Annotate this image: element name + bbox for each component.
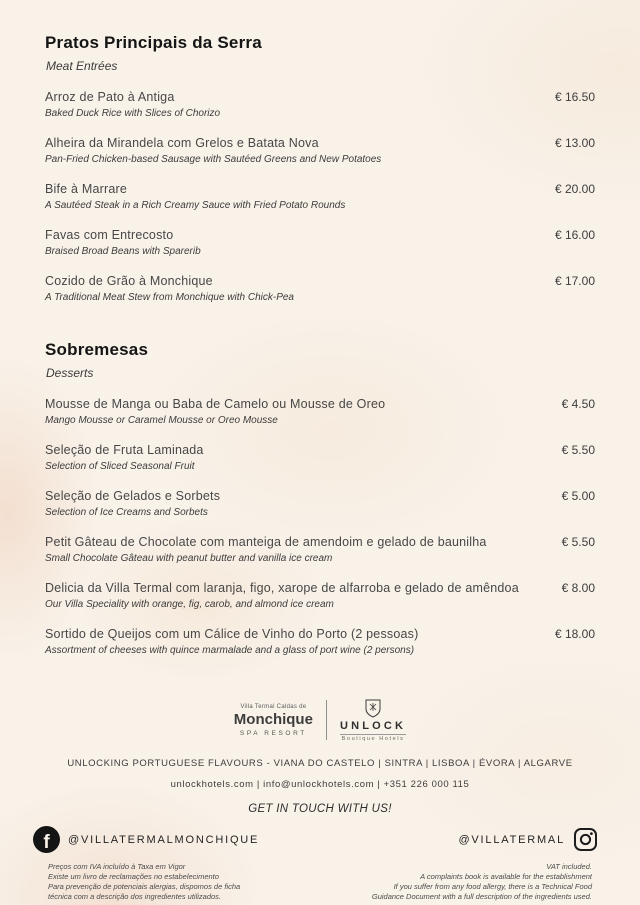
item-price: € 4.50	[561, 397, 595, 411]
section-subtitle: Meat Entrées	[46, 59, 118, 73]
item-name: Seleção de Gelados e Sorbets	[45, 489, 221, 503]
item-name: Petit Gâteau de Chocolate com manteiga de amendoim e gelado de baunilha	[45, 535, 487, 549]
brand-logos	[0, 698, 640, 742]
section-title: Sobremesas	[45, 340, 149, 359]
menu-item	[45, 228, 595, 257]
item-price: € 5.00	[561, 489, 595, 503]
item-description: Braised Broad Beans with Sparerib	[45, 246, 201, 257]
monchique-logo-name: Monchique	[233, 710, 313, 728]
menu-item	[45, 627, 595, 656]
item-price: € 17.00	[554, 274, 595, 288]
fine-print-line: A complaints book is available for the establishment	[420, 872, 592, 881]
item-name: Arroz de Pato à Antiga	[45, 90, 175, 104]
menu-item	[45, 274, 595, 303]
menu-item	[45, 182, 595, 211]
monchique-logo-tagline: SPA RESORT	[239, 729, 307, 737]
shield-crest-icon	[364, 698, 382, 718]
facebook-link[interactable]	[33, 826, 259, 853]
item-description: Baked Duck Rice with Slices of Chorizo	[45, 108, 221, 119]
locations-line: UNLOCKING PORTUGUESE FLAVOURS - VIANA DO CASTELO | SINTRA | LISBOA | ÉVORA | ALGARVE	[67, 758, 573, 769]
fine-print-line: Guidance Document with a full description of the ingredients used.	[371, 892, 592, 901]
item-price: € 5.50	[561, 535, 595, 549]
item-description: Pan-Fried Chicken-based Sausage with Sautéed Greens and New Potatoes	[45, 154, 382, 165]
item-price: € 5.50	[561, 443, 595, 457]
item-name: Seleção de Fruta Laminada	[45, 443, 204, 457]
menu-item	[45, 489, 595, 518]
item-price: € 13.00	[554, 136, 595, 150]
menu-item	[45, 535, 595, 564]
monchique-logo-topline: Villa Termal Caldas de	[240, 703, 307, 710]
fine-print-line: técnica com a descrição dos ingredientes utilizados.	[48, 892, 222, 901]
monchique-logo	[234, 704, 313, 737]
instagram-icon[interactable]	[573, 827, 598, 852]
item-name: Bife à Marrare	[45, 182, 127, 196]
item-name: Cozido de Grão à Monchique	[45, 274, 213, 288]
unlock-logo	[340, 698, 406, 742]
unlock-logo-name: UNLOCK	[339, 720, 407, 732]
fine-print-line: Existe um livro de reclamações no estabelecimento	[48, 872, 219, 881]
fine-print-portuguese	[48, 862, 240, 902]
unlock-logo-tagline: Boutique Hotels	[341, 736, 405, 742]
item-description: A Traditional Meat Stew from Monchique with Chick-Pea	[45, 292, 294, 303]
item-name: Sortido de Queijos com um Cálice de Vinho do Porto (2 pessoas)	[45, 627, 419, 641]
item-description: Assortment of cheeses with quince marmalade and a glass of port wine (2 persons)	[45, 645, 415, 656]
facebook-icon[interactable]: f	[33, 826, 60, 853]
item-list	[45, 397, 595, 656]
footer	[0, 698, 640, 902]
item-name: Alheira da Mirandela com Grelos e Batata Nova	[45, 136, 319, 150]
item-price: € 16.50	[554, 90, 595, 104]
item-name: Delicia da Villa Termal com laranja, figo, xarope de alfarroba e gelado de amêndoa	[45, 581, 519, 595]
get-in-touch-text: GET IN TOUCH WITH US!	[248, 803, 392, 815]
section-desserts	[45, 340, 595, 656]
contact-line: unlockhotels.com | info@unlockhotels.com | +351 226 000 115	[170, 779, 470, 790]
fine-print	[0, 862, 640, 902]
fine-print-line: VAT included.	[546, 862, 592, 871]
menu-item	[45, 397, 595, 426]
menu-item	[45, 90, 595, 119]
item-price: € 8.00	[561, 581, 595, 595]
facebook-handle: @VILLATERMALMONCHIQUE	[68, 833, 260, 846]
section-subtitle: Desserts	[46, 366, 94, 380]
item-price: € 16.00	[554, 228, 595, 242]
fine-print-line: If you suffer from any food allergy, there is a Technical Food	[393, 882, 592, 891]
menu-item	[45, 581, 595, 610]
logo-divider	[326, 700, 327, 740]
item-price: € 18.00	[554, 627, 595, 641]
item-description: Our Villa Speciality with orange, fig, carob, and almond ice cream	[45, 599, 334, 610]
fine-print-line: Preços com IVA incluído à Taxa em Vigor	[48, 862, 186, 871]
item-list	[45, 90, 595, 303]
menu-item	[45, 443, 595, 472]
item-description: A Sautéed Steak in a Rich Creamy Sauce with Fried Potato Rounds	[45, 200, 346, 211]
fine-print-english	[372, 862, 592, 902]
instagram-handle: @VILLATERMAL	[458, 833, 565, 846]
item-name: Favas com Entrecosto	[45, 228, 174, 242]
section-meat-entrees	[45, 33, 595, 303]
item-description: Mango Mousse or Caramel Mousse or Oreo Mousse	[45, 415, 278, 426]
item-price: € 20.00	[554, 182, 595, 196]
menu-item	[45, 136, 595, 165]
fine-print-line: Para prevenção de potenciais alergias, dispomos de ficha	[48, 882, 241, 891]
section-title: Pratos Principais da Serra	[45, 33, 262, 52]
item-name: Mousse de Manga ou Baba de Camelo ou Mousse de Oreo	[45, 397, 386, 411]
instagram-link[interactable]	[458, 827, 598, 852]
item-description: Selection of Ice Creams and Sorbets	[45, 507, 208, 518]
item-description: Small Chocolate Gâteau with peanut butter and vanilla ice cream	[45, 553, 333, 564]
item-description: Selection of Sliced Seasonal Fruit	[45, 461, 195, 472]
social-row	[0, 826, 640, 853]
